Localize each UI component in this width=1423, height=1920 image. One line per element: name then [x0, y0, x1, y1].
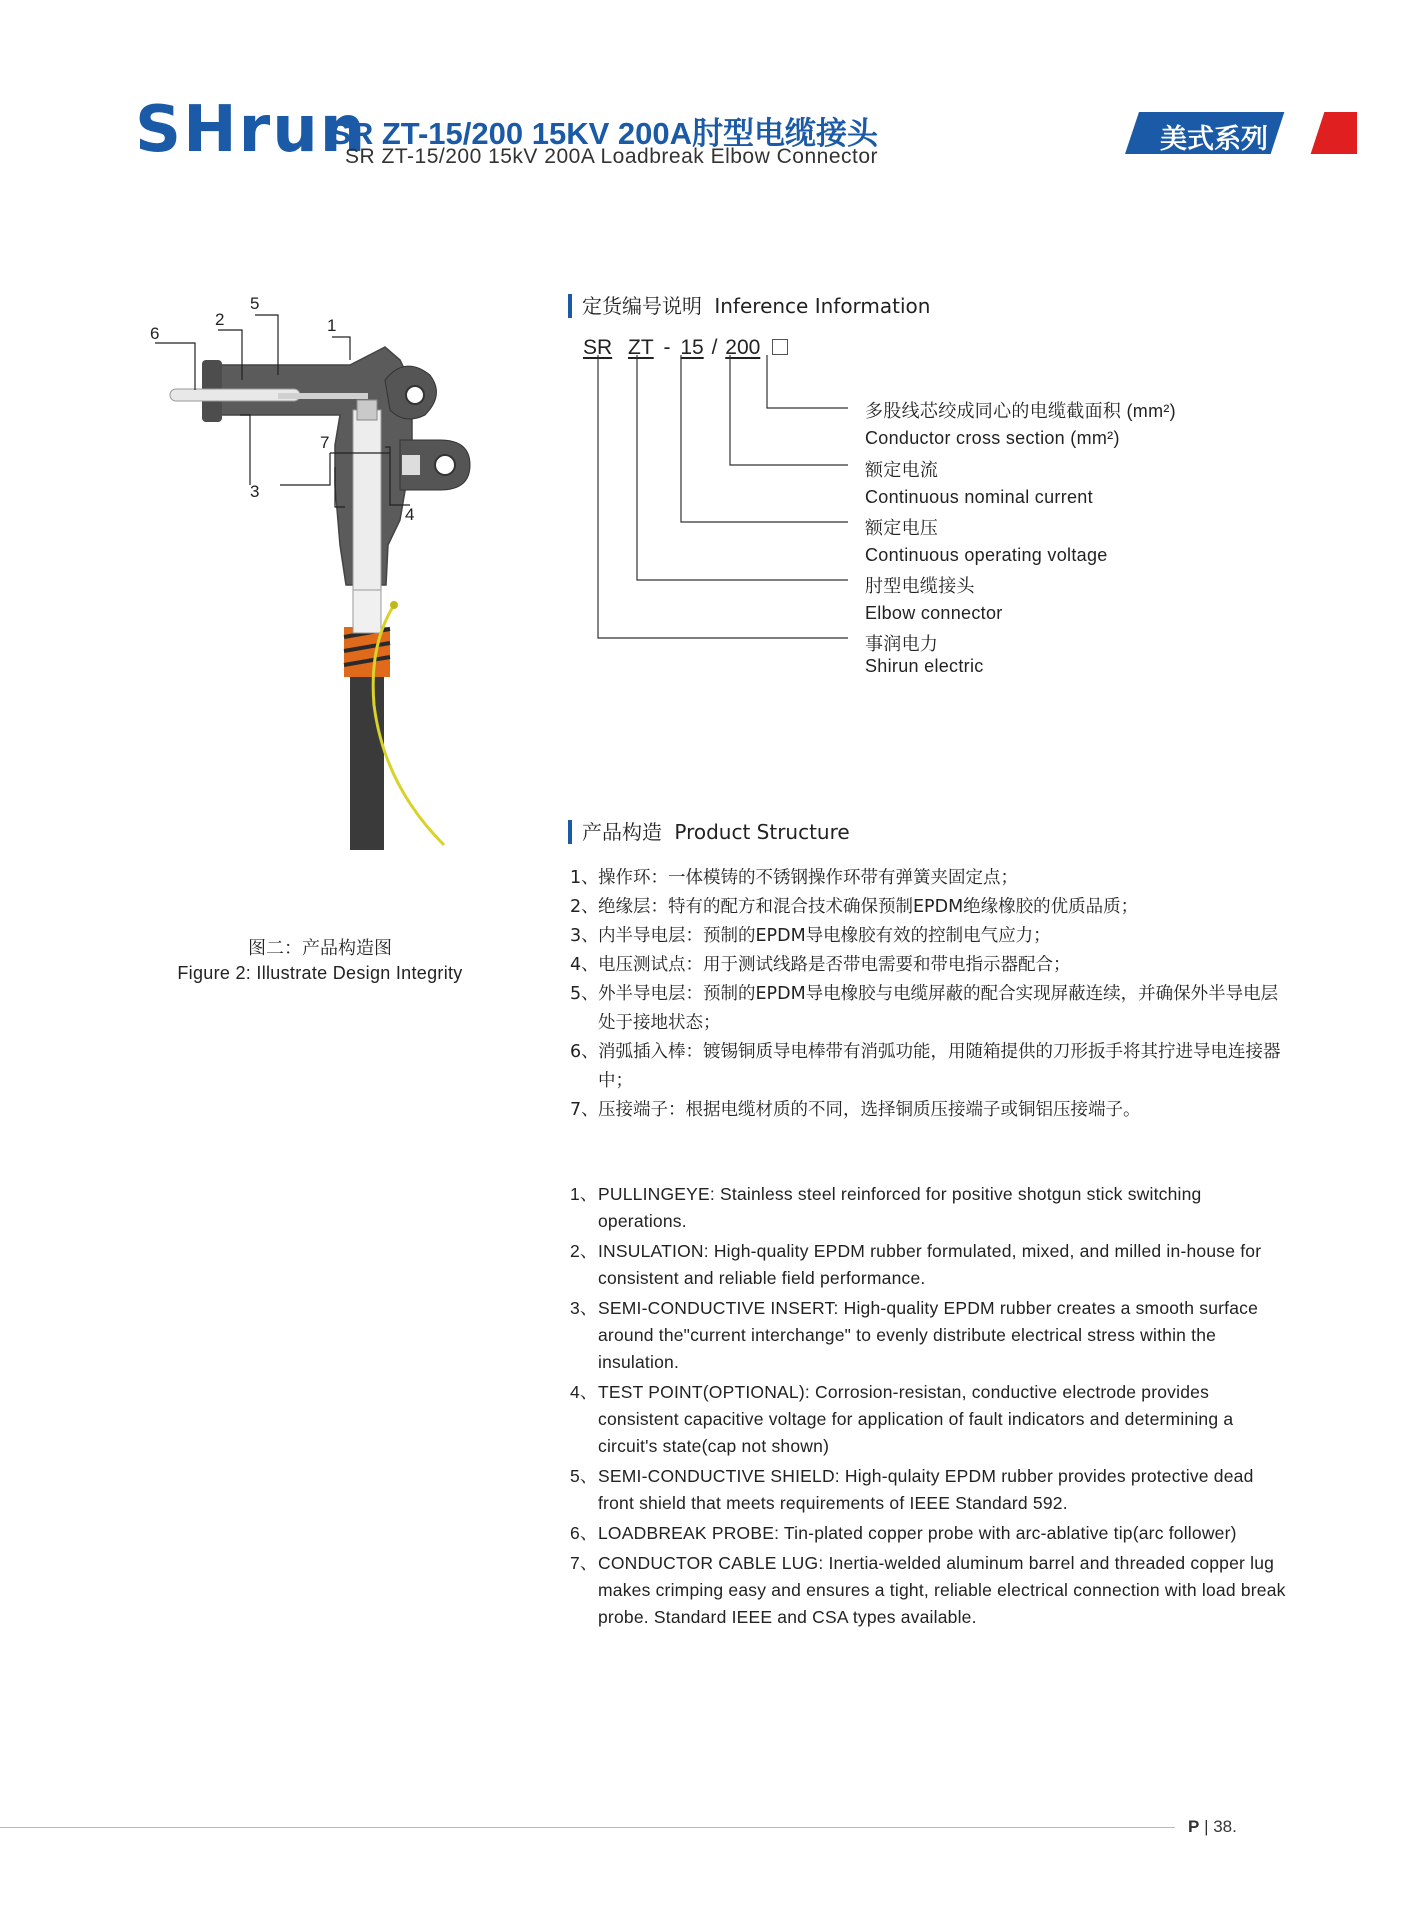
- list-item: 7、 CONDUCTOR CABLE LUG: Inertia-welded aluminum barrel and threaded copper lug makes crimping easy and ensures a tight, reliable electrical connection with load break probe. Standard IEEE and CSA types available.: [570, 1553, 1286, 1627]
- code-zt: ZT: [628, 336, 654, 359]
- code-desc-voltage-cn: 额定电压: [865, 518, 939, 538]
- list-item: 1、 PULLINGEYE: Stainless steel reinforced for positive shotgun stick switching operations.: [570, 1184, 1202, 1231]
- series-label: 美式系列: [1160, 124, 1268, 155]
- company-logo: SHrun: [135, 93, 368, 167]
- code-dash: -: [663, 336, 671, 359]
- structure-heading: [568, 820, 850, 844]
- structure-list-cn: [570, 864, 1292, 1125]
- callout-4: 4: [405, 505, 415, 524]
- code-leader-lines: [560, 350, 880, 650]
- conductor-lug: [353, 410, 381, 590]
- list-item: 7、 压接端子：根据电缆材质的不同，选择铜质压接端子或铜铝压接端子。: [570, 1100, 1141, 1120]
- callout-3: 3: [250, 482, 260, 501]
- list-item: 6、 LOADBREAK PROBE: Tin-plated copper probe with arc-ablative tip(arc follower): [570, 1523, 1237, 1543]
- code-desc-voltage-en: Continuous operating voltage: [865, 545, 1108, 565]
- callout-5: 5: [250, 294, 260, 313]
- code-desc-section-en: Conductor cross section (mm²): [865, 428, 1120, 448]
- page-title-cn: SR ZT-15/200 15KV 200A肘型电缆接头: [330, 116, 878, 151]
- code-desc-elbow-cn: 肘型电缆接头: [865, 576, 975, 596]
- code-desc-section-cn: 多股线芯绞成同心的电缆截面积 (mm²): [865, 401, 1176, 421]
- inference-heading-cn: 定货编号说明: [582, 294, 702, 318]
- cable-jacket: [350, 655, 384, 850]
- code-desc-brand-cn: 事润电力: [865, 634, 939, 654]
- list-item: 5、 SEMI-CONDUCTIVE SHIELD: High-qulaity EPDM rubber provides protective dead front shield that meets requirements of IEEE Standard 592.: [570, 1466, 1254, 1513]
- list-item: 4、 TEST POINT(OPTIONAL): Corrosion-resistan, conductive electrode provides consistent capacitive voltage for application of fault indicators and determining a circuit's state(cap not shown): [570, 1382, 1234, 1456]
- callout-2: 2: [215, 310, 225, 329]
- callout-1: 1: [327, 316, 337, 335]
- callout-6: 6: [150, 324, 160, 343]
- list-item: 6、 消弧插入棒：镀锡铜质导电棒带有消弧功能，用随箱提供的刀形扳手将其拧进导电连接器中；: [570, 1042, 1281, 1091]
- structure-heading-cn: 产品构造: [582, 820, 662, 844]
- code-desc-current-cn: 额定电流: [865, 460, 939, 480]
- cable-insulation: [353, 585, 381, 633]
- elbow-connector-illustration: [150, 285, 480, 855]
- list-item: 1、 操作环：一体模铸的不锈钢操作环带有弹簧夹固定点；: [570, 868, 1018, 888]
- structure-heading-en: Product Structure: [674, 820, 850, 844]
- list-item: 3、 SEMI-CONDUCTIVE INSERT: High-quality EPDM rubber creates a smooth surface around the"current interchange" to evenly distribute electrical stress within the insulation.: [570, 1298, 1259, 1372]
- list-item: 2、 INSULATION: High-quality EPDM rubber formulated, mixed, and milled in-house for consistent and reliable field performance.: [570, 1241, 1262, 1288]
- inference-heading-en: Inference Information: [714, 294, 931, 318]
- structure-list-en: [570, 1181, 1292, 1634]
- page-number: P | 38.: [1188, 1817, 1237, 1836]
- list-item: 4、 电压测试点：用于测试线路是否带电需要和带电指示器配合；: [570, 955, 1071, 975]
- code-voltage: 15: [680, 336, 704, 359]
- figure-caption-en: Figure 2: Illustrate Design Integrity: [177, 963, 463, 983]
- list-item: 3、 内半导电层：预制的EPDM导电橡胶有效的控制电气应力；: [570, 926, 1051, 946]
- code-current: 200: [725, 336, 761, 359]
- code-sr: SR: [583, 336, 613, 359]
- inference-heading: [568, 294, 930, 318]
- callout-7: 7: [320, 433, 330, 452]
- code-desc-elbow-en: Elbow connector: [865, 603, 1003, 623]
- code-slash: /: [711, 336, 718, 359]
- list-item: 2、 绝缘层：特有的配方和混合技术确保预制EPDM绝缘橡胶的优质品质；: [570, 897, 1139, 917]
- page-title-en: SR ZT-15/200 15kV 200A Loadbreak Elbow Connector: [345, 145, 878, 168]
- code-desc-brand-en: Shirun electric: [865, 656, 984, 676]
- code-desc-current-en: Continuous nominal current: [865, 487, 1093, 507]
- figure-caption-cn: 图二：产品构造图: [248, 938, 392, 959]
- list-item: 5、 外半导电层：预制的EPDM导电橡胶与电缆屏蔽的配合实现屏蔽连续，并确保外半导电层处于接地状态；: [570, 984, 1279, 1033]
- footer-divider: [0, 1827, 1175, 1828]
